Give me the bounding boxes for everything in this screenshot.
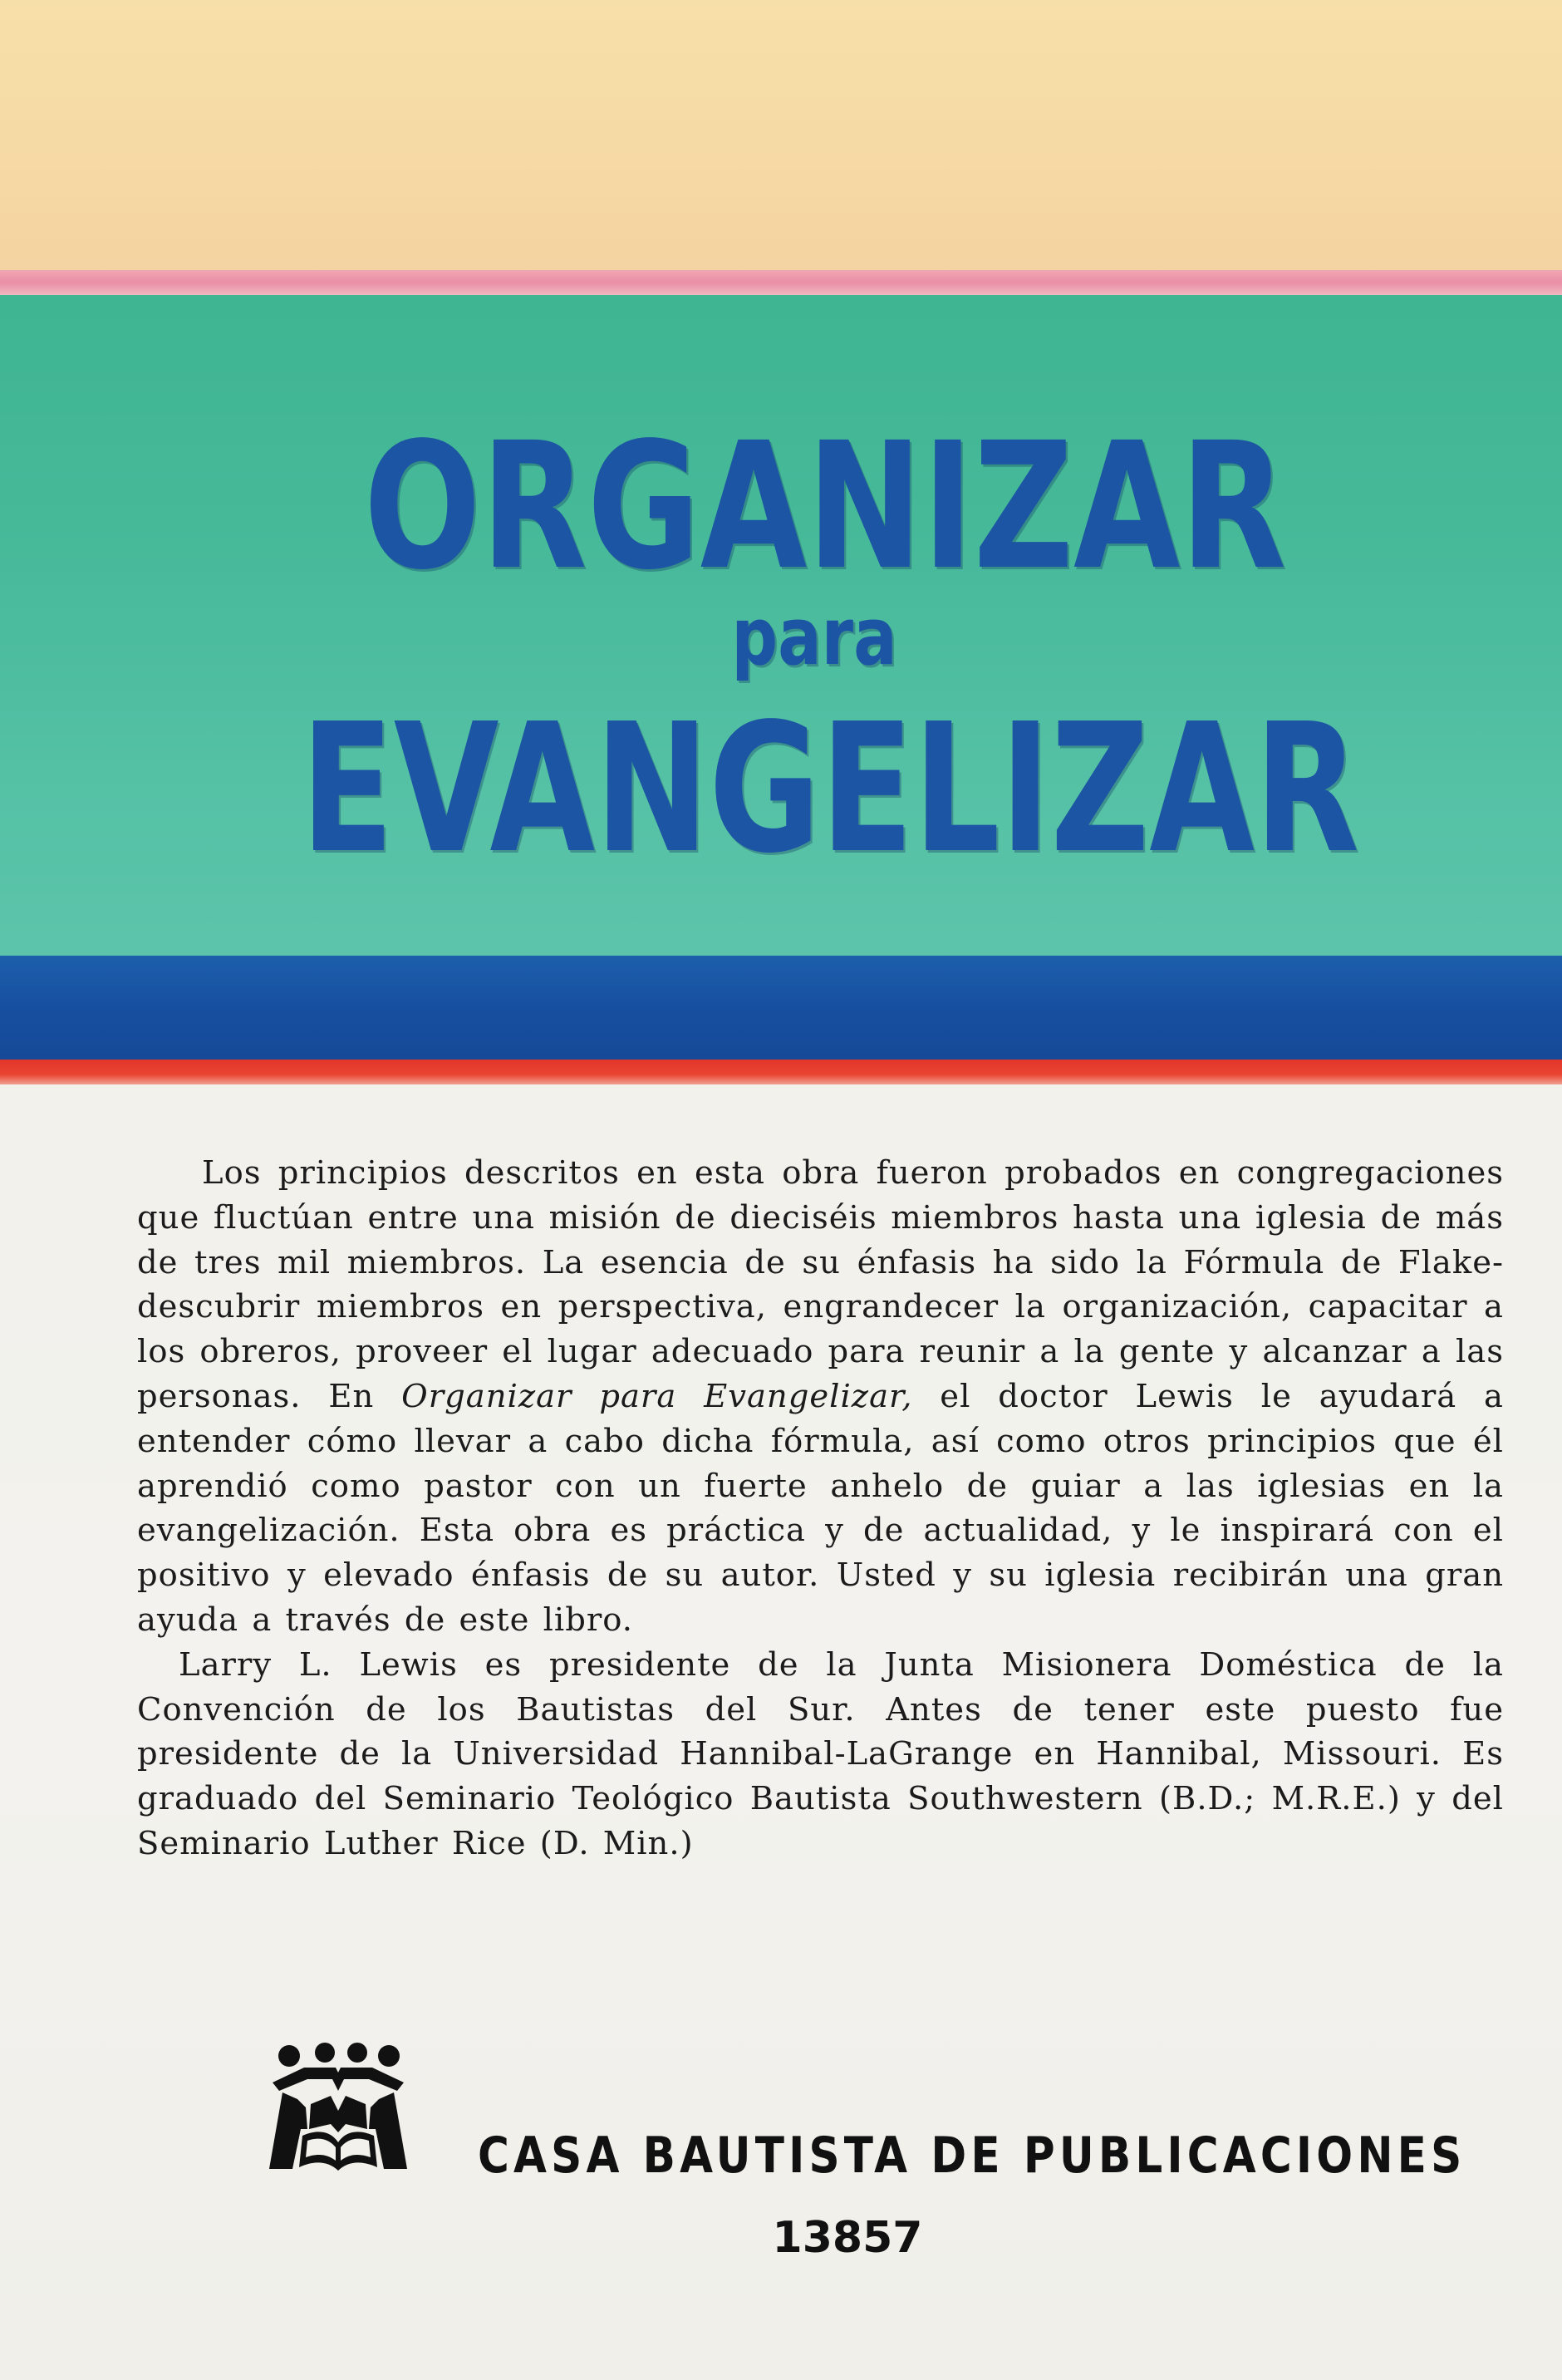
blurb-paragraph-book — [137, 1151, 1504, 1643]
title-para: para — [731, 592, 897, 683]
back-cover-blurb — [137, 1151, 1504, 1866]
blurb-text-part1: Los principios descritos en esta obra fueron probados en congregaciones que fluctúan entre una misión de dieciséis miembros hasta una iglesia de más de tres mil miembros. La esencia de su énfasis ha sido la Fórmula de Flake-descubrir miembros en perspectiva, engrandecer la organización, capacitar a los obreros, proveer el lugar adecuado para reunir a la gente y alcanzar a las personas. En — [137, 1154, 1504, 1415]
blurb-text-part2: el doctor Lewis le ayudará a entender cómo llevar a cabo dicha fórmula, así como otros principios que él aprendió como pastor con un fuerte anhelo de guiar a las iglesias en la evangelización. Esta obra es práctica y de actualidad, y le inspirará con el positivo y elevado énfasis de su autor. Usted y su iglesia recibirán una gran ayuda a través de este libro. — [137, 1377, 1504, 1639]
top-cream-band — [0, 0, 1562, 270]
title-organizar: ORGANIZAR — [363, 405, 1287, 608]
blurb-paragraph-author: Larry L. Lewis es presidente de la Junta Misionera Doméstica de la Convención de los Bautistas del Sur. Antes de tener este puesto fue presidente de la Universidad Hannibal-LaGrange en Hannibal, Missouri. Es graduado del Seminario Teológico Bautista Southwestern (B.D.; M.R.E.) y del Seminario Luther Rice (D. Min.) — [137, 1645, 1504, 1862]
catalog-number: 13857 — [772, 2213, 923, 2263]
pink-stripe — [0, 270, 1562, 295]
title-evangelizar: EVANGELIZAR — [300, 686, 1360, 893]
blurb-book-title: Organizar para Evangelizar, — [401, 1377, 913, 1415]
blue-band — [0, 956, 1562, 1060]
people-with-open-book-logo-icon — [264, 2043, 412, 2176]
publisher-name: CASA BAUTISTA DE PUBLICACIONES — [478, 2127, 1466, 2185]
red-stripe — [0, 1060, 1562, 1084]
